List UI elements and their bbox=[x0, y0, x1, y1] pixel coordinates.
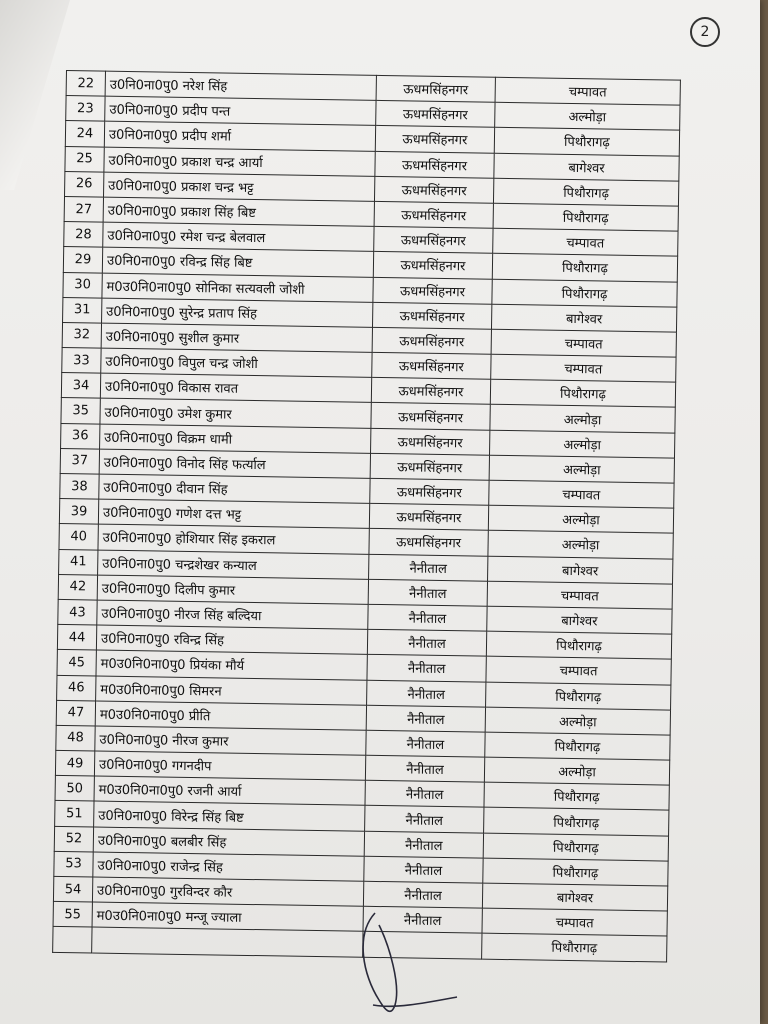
serial-number-cell: 36 bbox=[61, 423, 100, 449]
officer-name-cell: उ0नि0ना0पु0 विपुल चन्द्र जोशी bbox=[101, 348, 372, 377]
current-district-cell: ऊधमसिंहनगर bbox=[370, 478, 489, 505]
transfer-district-cell: अल्मोड़ा bbox=[484, 757, 669, 785]
current-district-cell: ऊधमसिंहनगर bbox=[369, 529, 488, 556]
officer-name-cell: उ0नि0ना0पु0 विरेन्द्र सिंह बिष्ट bbox=[94, 801, 365, 830]
current-district-cell: ऊधमसिंहनगर bbox=[374, 176, 493, 203]
transfer-district-cell: पिथौरागढ़ bbox=[485, 732, 670, 760]
transfer-district-cell: अल्मोड़ा bbox=[485, 707, 670, 735]
current-district-cell: ऊधमसिंहनगर bbox=[371, 403, 490, 430]
officer-name-cell: उ0नि0ना0पु0 रविन्द्र सिंह bbox=[96, 625, 367, 654]
current-district-cell: नैनीताल bbox=[366, 705, 485, 732]
serial-number-cell: 37 bbox=[60, 448, 99, 474]
transfer-district-cell: अल्मोड़ा bbox=[490, 405, 675, 433]
officer-name-cell: उ0नि0ना0पु0 दिलीप कुमार bbox=[97, 575, 368, 604]
serial-number-cell: 38 bbox=[60, 473, 99, 499]
officer-name-cell: म0उ0नि0ना0पु0 मन्जू ज्याला bbox=[92, 902, 363, 931]
current-district-cell: नैनीताल bbox=[367, 655, 486, 682]
transfer-district-cell: पिथौरागढ़ bbox=[486, 631, 671, 659]
current-district-cell: ऊधमसिंहनगर bbox=[373, 277, 492, 304]
current-district-cell: ऊधमसिंहनगर bbox=[372, 352, 491, 379]
serial-number-cell: 51 bbox=[55, 801, 94, 827]
transfer-district-cell: पिथौरागढ़ bbox=[494, 128, 679, 156]
serial-number-cell: 49 bbox=[55, 750, 94, 776]
current-district-cell: नैनीताल bbox=[368, 604, 487, 631]
transfer-district-cell: पिथौरागढ़ bbox=[483, 858, 668, 886]
serial-number-cell: 26 bbox=[65, 171, 104, 197]
current-district-cell: ऊधमसिंहनगर bbox=[374, 226, 493, 253]
current-district-cell: ऊधमसिंहनगर bbox=[376, 101, 495, 128]
current-district-cell: नैनीताल bbox=[369, 554, 488, 581]
officer-name-cell: उ0नि0ना0पु0 प्रकाश चन्द्र आर्या bbox=[104, 147, 375, 176]
transfer-district-cell: पिथौरागढ़ bbox=[492, 279, 677, 307]
officer-name-cell: उ0नि0ना0पु0 चन्द्रशेखर कन्याल bbox=[98, 550, 369, 579]
current-district-cell: ऊधमसिंहनगर bbox=[375, 151, 494, 178]
officer-name-cell bbox=[92, 927, 363, 956]
transfer-district-cell: अल्मोड़ा bbox=[490, 430, 675, 458]
serial-number-cell: 27 bbox=[64, 196, 103, 222]
transfer-district-cell: पिथौरागढ़ bbox=[493, 178, 678, 206]
serial-number-cell: 44 bbox=[57, 625, 96, 651]
serial-number-cell: 50 bbox=[55, 776, 94, 802]
current-district-cell: नैनीताल bbox=[363, 906, 482, 933]
serial-number-cell: 35 bbox=[61, 398, 100, 424]
transfer-list-table bbox=[52, 70, 681, 962]
serial-number-cell: 28 bbox=[64, 222, 103, 248]
officer-name-cell: म0उ0नि0ना0पु0 सोनिका सत्यवली जोशी bbox=[102, 273, 373, 302]
serial-number-cell: 40 bbox=[59, 524, 98, 550]
officer-name-cell: उ0नि0ना0पु0 गगनदीप bbox=[94, 751, 365, 780]
officer-name-cell: उ0नि0ना0पु0 विक्रम धामी bbox=[100, 424, 371, 453]
serial-number-cell: 48 bbox=[56, 725, 95, 751]
current-district-cell: नैनीताल bbox=[364, 831, 483, 858]
serial-number-cell: 55 bbox=[53, 902, 92, 928]
officer-name-cell: उ0नि0ना0पु0 होशियार सिंह इकराल bbox=[98, 524, 369, 553]
serial-number-cell: 47 bbox=[56, 700, 95, 726]
serial-number-cell: 33 bbox=[62, 348, 101, 374]
officer-name-cell: उ0नि0ना0पु0 गुरविन्दर कौर bbox=[92, 877, 363, 906]
current-district-cell: नैनीताल bbox=[366, 730, 485, 757]
serial-number-cell: 45 bbox=[57, 650, 96, 676]
transfer-list-table-wrap bbox=[52, 70, 681, 970]
serial-number-cell: 31 bbox=[63, 297, 102, 323]
current-district-cell: नैनीताल bbox=[368, 579, 487, 606]
officer-name-cell: उ0नि0ना0पु0 विनोद सिंह फर्त्याल bbox=[99, 449, 370, 478]
serial-number-cell: 30 bbox=[63, 272, 102, 298]
serial-number-cell: 32 bbox=[62, 322, 101, 348]
transfer-district-cell: अल्मोड़ा bbox=[488, 531, 673, 559]
officer-name-cell: उ0नि0ना0पु0 नरेश सिंह bbox=[105, 71, 376, 100]
officer-name-cell: म0उ0नि0ना0पु0 सिमरन bbox=[96, 676, 367, 705]
serial-number-cell: 24 bbox=[65, 121, 104, 147]
current-district-cell: ऊधमसिंहनगर bbox=[376, 75, 495, 102]
page-curl bbox=[0, 0, 70, 190]
officer-name-cell: म0उ0नि0ना0पु0 प्रीति bbox=[95, 701, 366, 730]
serial-number-cell: 23 bbox=[66, 96, 105, 122]
current-district-cell: ऊधमसिंहनगर bbox=[375, 126, 494, 153]
signature bbox=[345, 905, 465, 1020]
serial-number-cell: 25 bbox=[65, 146, 104, 172]
transfer-district-cell: पिथौरागढ़ bbox=[486, 682, 671, 710]
current-district-cell: नैनीताल bbox=[367, 629, 486, 656]
transfer-district-cell: बागेश्वर bbox=[494, 153, 679, 181]
current-district-cell: ऊधमसिंहनगर bbox=[371, 378, 490, 405]
transfer-district-cell: पिथौरागढ़ bbox=[484, 808, 669, 836]
current-district-cell: नैनीताल bbox=[365, 781, 484, 808]
current-district-cell: ऊधमसिंहनगर bbox=[370, 453, 489, 480]
officer-name-cell: उ0नि0ना0पु0 रविन्द्र सिंह बिष्ट bbox=[102, 247, 373, 276]
serial-number-cell: 43 bbox=[58, 599, 97, 625]
officer-name-cell: उ0नि0ना0पु0 प्रदीप शर्मा bbox=[104, 121, 375, 150]
transfer-district-cell: चम्पावत bbox=[491, 329, 676, 357]
transfer-district-cell: पिथौरागढ़ bbox=[492, 254, 677, 282]
current-district-cell: ऊधमसिंहनगर bbox=[373, 252, 492, 279]
officer-name-cell: म0उ0नि0ना0पु0 प्रियंका मौर्य bbox=[96, 650, 367, 679]
transfer-district-cell: चम्पावत bbox=[495, 77, 680, 105]
transfer-district-cell: चम्पावत bbox=[487, 581, 672, 609]
transfer-district-cell: बागेश्वर bbox=[488, 556, 673, 584]
officer-name-cell: उ0नि0ना0पु0 प्रकाश सिंह बिष्ट bbox=[103, 197, 374, 226]
officer-name-cell: उ0नि0ना0पु0 प्रकाश चन्द्र भट्ट bbox=[104, 172, 375, 201]
serial-number-cell bbox=[53, 927, 92, 953]
transfer-district-cell: अल्मोड़ा bbox=[489, 455, 674, 483]
serial-number-cell: 22 bbox=[66, 71, 105, 97]
current-district-cell: ऊधमसिंहनगर bbox=[372, 327, 491, 354]
serial-number-cell: 34 bbox=[61, 373, 100, 399]
officer-name-cell: उ0नि0ना0पु0 गणेश दत्त भट्ट bbox=[98, 499, 369, 528]
transfer-district-cell: चम्पावत bbox=[482, 908, 667, 936]
officer-name-cell: उ0नि0ना0पु0 सुशील कुमार bbox=[101, 323, 372, 352]
officer-name-cell: उ0नि0ना0पु0 राजेन्द्र सिंह bbox=[93, 852, 364, 881]
officer-name-cell: उ0नि0ना0पु0 नीरज सिंह बल्दिया bbox=[97, 600, 368, 629]
officer-name-cell: उ0नि0ना0पु0 विकास रावत bbox=[100, 373, 371, 402]
transfer-district-cell: चम्पावत bbox=[493, 228, 678, 256]
serial-number-cell: 42 bbox=[58, 574, 97, 600]
serial-number-cell: 46 bbox=[57, 675, 96, 701]
current-district-cell: नैनीताल bbox=[363, 881, 482, 908]
current-district-cell: नैनीताल bbox=[365, 806, 484, 833]
transfer-district-cell: चम्पावत bbox=[486, 656, 671, 684]
current-district-cell: नैनीताल bbox=[367, 680, 486, 707]
transfer-district-cell: चम्पावत bbox=[491, 354, 676, 382]
serial-number-cell: 54 bbox=[53, 876, 92, 902]
transfer-district-cell: बागेश्वर bbox=[491, 304, 676, 332]
transfer-district-cell: पिथौरागढ़ bbox=[483, 833, 668, 861]
serial-number-cell: 29 bbox=[63, 247, 102, 273]
current-district-cell: नैनीताल bbox=[365, 755, 484, 782]
officer-name-cell: म0उ0नि0ना0पु0 रजनी आर्या bbox=[94, 776, 365, 805]
transfer-district-cell: चम्पावत bbox=[489, 480, 674, 508]
current-district-cell: ऊधमसिंहनगर bbox=[372, 302, 491, 329]
serial-number-cell: 52 bbox=[54, 826, 93, 852]
serial-number-cell: 53 bbox=[54, 851, 93, 877]
transfer-district-cell: पिथौरागढ़ bbox=[493, 203, 678, 231]
officer-name-cell: उ0नि0ना0पु0 बलबीर सिंह bbox=[93, 827, 364, 856]
current-district-cell: ऊधमसिंहनगर bbox=[369, 504, 488, 531]
officer-name-cell: उ0नि0ना0पु0 सुरेन्द्र प्रताप सिंह bbox=[102, 298, 373, 327]
current-district-cell: ऊधमसिंहनगर bbox=[371, 428, 490, 455]
serial-number-cell: 41 bbox=[59, 549, 98, 575]
page-number: 2 bbox=[690, 17, 720, 47]
transfer-district-cell: अल्मोड़ा bbox=[495, 102, 680, 130]
transfer-district-cell: अल्मोड़ा bbox=[488, 505, 673, 533]
officer-name-cell: उ0नि0ना0पु0 रमेश चन्द्र बेलवाल bbox=[103, 222, 374, 251]
current-district-cell: ऊधमसिंहनगर bbox=[374, 201, 493, 228]
transfer-district-cell: पिथौरागढ़ bbox=[482, 934, 667, 962]
transfer-district-cell: पिथौरागढ़ bbox=[484, 782, 669, 810]
officer-name-cell: उ0नि0ना0पु0 नीरज कुमार bbox=[95, 726, 366, 755]
transfer-district-cell: बागेश्वर bbox=[482, 883, 667, 911]
officer-name-cell: उ0नि0ना0पु0 उमेश कुमार bbox=[100, 399, 371, 428]
serial-number-cell: 39 bbox=[59, 499, 98, 525]
transfer-district-cell: पिथौरागढ़ bbox=[490, 379, 675, 407]
current-district-cell: नैनीताल bbox=[364, 856, 483, 883]
officer-name-cell: उ0नि0ना0पु0 दीवान सिंह bbox=[99, 474, 370, 503]
officer-name-cell: उ0नि0ना0पु0 प्रदीप पन्त bbox=[105, 96, 376, 125]
transfer-district-cell: बागेश्वर bbox=[487, 606, 672, 634]
